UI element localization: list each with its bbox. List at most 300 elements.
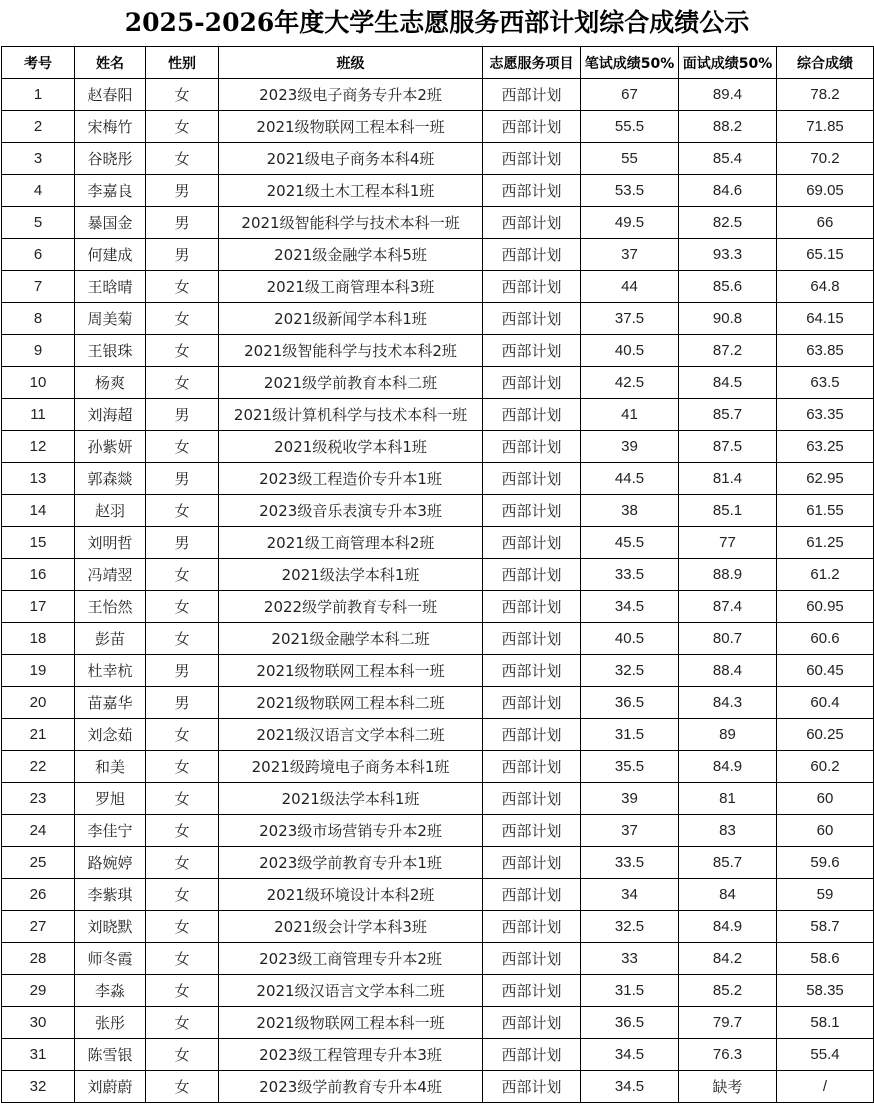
project-cell: 西部计划 bbox=[483, 815, 581, 847]
name-cell: 王怡然 bbox=[75, 591, 146, 623]
total-score-cell: 65.15 bbox=[777, 239, 874, 271]
interview-score-cell: 88.9 bbox=[679, 559, 777, 591]
exam-number-cell: 23 bbox=[2, 783, 75, 815]
name-cell: 路婉婷 bbox=[75, 847, 146, 879]
interview-score-cell: 83 bbox=[679, 815, 777, 847]
table-row bbox=[2, 431, 874, 463]
interview-score-cell: 87.5 bbox=[679, 431, 777, 463]
gender-cell: 女 bbox=[146, 335, 219, 367]
exam-number-cell: 15 bbox=[2, 527, 75, 559]
table-row bbox=[2, 495, 874, 527]
name-cell: 赵羽 bbox=[75, 495, 146, 527]
written-score-cell: 53.5 bbox=[581, 175, 679, 207]
written-score-cell: 34.5 bbox=[581, 591, 679, 623]
interview-score-cell: 85.1 bbox=[679, 495, 777, 527]
written-score-cell: 44 bbox=[581, 271, 679, 303]
interview-score-cell: 84.2 bbox=[679, 943, 777, 975]
written-score-cell: 67 bbox=[581, 79, 679, 111]
project-cell: 西部计划 bbox=[483, 655, 581, 687]
project-cell: 西部计划 bbox=[483, 431, 581, 463]
total-score-cell: 78.2 bbox=[777, 79, 874, 111]
project-cell: 西部计划 bbox=[483, 783, 581, 815]
table-row bbox=[2, 527, 874, 559]
exam-number-cell: 3 bbox=[2, 143, 75, 175]
class-cell: 2023级电子商务专升本2班 bbox=[219, 79, 483, 111]
written-score-cell: 32.5 bbox=[581, 911, 679, 943]
class-cell: 2021级会计学本科3班 bbox=[219, 911, 483, 943]
table-row bbox=[2, 911, 874, 943]
gender-cell: 女 bbox=[146, 143, 219, 175]
name-cell: 彭苗 bbox=[75, 623, 146, 655]
gender-cell: 女 bbox=[146, 623, 219, 655]
exam-number-cell: 32 bbox=[2, 1071, 75, 1103]
interview-score-cell: 82.5 bbox=[679, 207, 777, 239]
name-cell: 谷晓彤 bbox=[75, 143, 146, 175]
total-score-cell: 63.35 bbox=[777, 399, 874, 431]
gender-cell: 女 bbox=[146, 591, 219, 623]
interview-score-cell: 85.6 bbox=[679, 271, 777, 303]
exam-number-cell: 2 bbox=[2, 111, 75, 143]
class-cell: 2021级学前教育本科二班 bbox=[219, 367, 483, 399]
interview-score-cell: 88.2 bbox=[679, 111, 777, 143]
exam-number-cell: 25 bbox=[2, 847, 75, 879]
gender-cell: 男 bbox=[146, 655, 219, 687]
name-cell: 杨爽 bbox=[75, 367, 146, 399]
project-cell: 西部计划 bbox=[483, 975, 581, 1007]
total-score-cell: 61.55 bbox=[777, 495, 874, 527]
project-cell: 西部计划 bbox=[483, 527, 581, 559]
written-score-cell: 55 bbox=[581, 143, 679, 175]
interview-score-cell: 80.7 bbox=[679, 623, 777, 655]
written-score-cell: 33 bbox=[581, 943, 679, 975]
exam-number-cell: 18 bbox=[2, 623, 75, 655]
class-cell: 2023级学前教育专升本4班 bbox=[219, 1071, 483, 1103]
class-cell: 2022级学前教育专科一班 bbox=[219, 591, 483, 623]
header-total-score: 综合成绩 bbox=[777, 47, 874, 79]
class-cell: 2021级物联网工程本科二班 bbox=[219, 687, 483, 719]
project-cell: 西部计划 bbox=[483, 79, 581, 111]
exam-number-cell: 30 bbox=[2, 1007, 75, 1039]
interview-score-cell: 89.4 bbox=[679, 79, 777, 111]
exam-number-cell: 16 bbox=[2, 559, 75, 591]
table-row bbox=[2, 815, 874, 847]
table-row bbox=[2, 143, 874, 175]
table-row bbox=[2, 271, 874, 303]
name-cell: 何建成 bbox=[75, 239, 146, 271]
header-class: 班级 bbox=[219, 47, 483, 79]
table-row bbox=[2, 751, 874, 783]
interview-score-cell: 88.4 bbox=[679, 655, 777, 687]
header-name: 姓名 bbox=[75, 47, 146, 79]
written-score-cell: 37 bbox=[581, 239, 679, 271]
class-cell: 2021级工商管理本科2班 bbox=[219, 527, 483, 559]
gender-cell: 女 bbox=[146, 303, 219, 335]
interview-score-cell: 85.2 bbox=[679, 975, 777, 1007]
gender-cell: 女 bbox=[146, 719, 219, 751]
class-cell: 2021级电子商务本科4班 bbox=[219, 143, 483, 175]
total-score-cell: 59 bbox=[777, 879, 874, 911]
project-cell: 西部计划 bbox=[483, 687, 581, 719]
interview-score-cell: 81 bbox=[679, 783, 777, 815]
total-score-cell: 69.05 bbox=[777, 175, 874, 207]
name-cell: 刘念茹 bbox=[75, 719, 146, 751]
table-row bbox=[2, 1007, 874, 1039]
table-row bbox=[2, 687, 874, 719]
table-row bbox=[2, 591, 874, 623]
table-row bbox=[2, 783, 874, 815]
interview-score-cell: 79.7 bbox=[679, 1007, 777, 1039]
written-score-cell: 34 bbox=[581, 879, 679, 911]
gender-cell: 女 bbox=[146, 367, 219, 399]
table-row bbox=[2, 847, 874, 879]
project-cell: 西部计划 bbox=[483, 175, 581, 207]
interview-score-cell: 77 bbox=[679, 527, 777, 559]
exam-number-cell: 5 bbox=[2, 207, 75, 239]
project-cell: 西部计划 bbox=[483, 943, 581, 975]
project-cell: 西部计划 bbox=[483, 1071, 581, 1103]
class-cell: 2021级环境设计本科2班 bbox=[219, 879, 483, 911]
exam-number-cell: 11 bbox=[2, 399, 75, 431]
table-row bbox=[2, 719, 874, 751]
gender-cell: 男 bbox=[146, 527, 219, 559]
total-score-cell: 60.25 bbox=[777, 719, 874, 751]
name-cell: 暴国金 bbox=[75, 207, 146, 239]
class-cell: 2023级工程造价专升本1班 bbox=[219, 463, 483, 495]
exam-number-cell: 4 bbox=[2, 175, 75, 207]
class-cell: 2021级金融学本科5班 bbox=[219, 239, 483, 271]
table-row bbox=[2, 463, 874, 495]
table-row bbox=[2, 239, 874, 271]
table-row bbox=[2, 399, 874, 431]
name-cell: 王银珠 bbox=[75, 335, 146, 367]
total-score-cell: 60 bbox=[777, 815, 874, 847]
interview-score-cell: 84.9 bbox=[679, 911, 777, 943]
total-score-cell: 61.2 bbox=[777, 559, 874, 591]
written-score-cell: 38 bbox=[581, 495, 679, 527]
gender-cell: 男 bbox=[146, 175, 219, 207]
class-cell: 2021级金融学本科二班 bbox=[219, 623, 483, 655]
interview-score-cell: 87.2 bbox=[679, 335, 777, 367]
written-score-cell: 55.5 bbox=[581, 111, 679, 143]
written-score-cell: 41 bbox=[581, 399, 679, 431]
name-cell: 罗旭 bbox=[75, 783, 146, 815]
interview-score-cell: 87.4 bbox=[679, 591, 777, 623]
project-cell: 西部计划 bbox=[483, 1007, 581, 1039]
exam-number-cell: 8 bbox=[2, 303, 75, 335]
gender-cell: 女 bbox=[146, 1007, 219, 1039]
name-cell: 赵春阳 bbox=[75, 79, 146, 111]
exam-number-cell: 29 bbox=[2, 975, 75, 1007]
header-gender: 性别 bbox=[146, 47, 219, 79]
exam-number-cell: 9 bbox=[2, 335, 75, 367]
class-cell: 2021级汉语言文学本科二班 bbox=[219, 975, 483, 1007]
project-cell: 西部计划 bbox=[483, 399, 581, 431]
header-written-score: 笔试成绩50% bbox=[581, 47, 679, 79]
interview-score-cell: 81.4 bbox=[679, 463, 777, 495]
class-cell: 2021级跨境电子商务本科1班 bbox=[219, 751, 483, 783]
name-cell: 张彤 bbox=[75, 1007, 146, 1039]
exam-number-cell: 26 bbox=[2, 879, 75, 911]
name-cell: 苗嘉华 bbox=[75, 687, 146, 719]
class-cell: 2021级物联网工程本科一班 bbox=[219, 655, 483, 687]
exam-number-cell: 21 bbox=[2, 719, 75, 751]
written-score-cell: 31.5 bbox=[581, 719, 679, 751]
table-row bbox=[2, 623, 874, 655]
gender-cell: 女 bbox=[146, 911, 219, 943]
exam-number-cell: 20 bbox=[2, 687, 75, 719]
exam-number-cell: 17 bbox=[2, 591, 75, 623]
written-score-cell: 32.5 bbox=[581, 655, 679, 687]
gender-cell: 女 bbox=[146, 943, 219, 975]
total-score-cell: 63.25 bbox=[777, 431, 874, 463]
exam-number-cell: 7 bbox=[2, 271, 75, 303]
table-row bbox=[2, 111, 874, 143]
project-cell: 西部计划 bbox=[483, 847, 581, 879]
interview-score-cell: 84.6 bbox=[679, 175, 777, 207]
project-cell: 西部计划 bbox=[483, 1039, 581, 1071]
gender-cell: 女 bbox=[146, 975, 219, 1007]
exam-number-cell: 1 bbox=[2, 79, 75, 111]
project-cell: 西部计划 bbox=[483, 911, 581, 943]
table-row bbox=[2, 1039, 874, 1071]
interview-score-cell: 93.3 bbox=[679, 239, 777, 271]
name-cell: 冯靖翌 bbox=[75, 559, 146, 591]
written-score-cell: 49.5 bbox=[581, 207, 679, 239]
class-cell: 2021级税收学本科1班 bbox=[219, 431, 483, 463]
total-score-cell: 62.95 bbox=[777, 463, 874, 495]
gender-cell: 女 bbox=[146, 1039, 219, 1071]
name-cell: 和美 bbox=[75, 751, 146, 783]
gender-cell: 女 bbox=[146, 495, 219, 527]
exam-number-cell: 14 bbox=[2, 495, 75, 527]
project-cell: 西部计划 bbox=[483, 271, 581, 303]
total-score-cell: 61.25 bbox=[777, 527, 874, 559]
table-row bbox=[2, 367, 874, 399]
exam-number-cell: 13 bbox=[2, 463, 75, 495]
project-cell: 西部计划 bbox=[483, 495, 581, 527]
name-cell: 刘明哲 bbox=[75, 527, 146, 559]
gender-cell: 男 bbox=[146, 687, 219, 719]
table-row bbox=[2, 879, 874, 911]
written-score-cell: 42.5 bbox=[581, 367, 679, 399]
class-cell: 2021级计算机科学与技术本科一班 bbox=[219, 399, 483, 431]
interview-score-cell: 85.4 bbox=[679, 143, 777, 175]
name-cell: 周美菊 bbox=[75, 303, 146, 335]
table-row bbox=[2, 175, 874, 207]
total-score-cell: 59.6 bbox=[777, 847, 874, 879]
project-cell: 西部计划 bbox=[483, 879, 581, 911]
gender-cell: 女 bbox=[146, 751, 219, 783]
class-cell: 2023级学前教育专升本1班 bbox=[219, 847, 483, 879]
written-score-cell: 39 bbox=[581, 431, 679, 463]
name-cell: 郭森燚 bbox=[75, 463, 146, 495]
exam-number-cell: 22 bbox=[2, 751, 75, 783]
interview-score-cell: 85.7 bbox=[679, 399, 777, 431]
total-score-cell: 63.5 bbox=[777, 367, 874, 399]
name-cell: 师冬霞 bbox=[75, 943, 146, 975]
total-score-cell: 70.2 bbox=[777, 143, 874, 175]
project-cell: 西部计划 bbox=[483, 559, 581, 591]
project-cell: 西部计划 bbox=[483, 239, 581, 271]
written-score-cell: 44.5 bbox=[581, 463, 679, 495]
class-cell: 2023级工程管理专升本3班 bbox=[219, 1039, 483, 1071]
interview-score-cell: 84.3 bbox=[679, 687, 777, 719]
name-cell: 刘蔚蔚 bbox=[75, 1071, 146, 1103]
project-cell: 西部计划 bbox=[483, 591, 581, 623]
exam-number-cell: 24 bbox=[2, 815, 75, 847]
table-row bbox=[2, 1071, 874, 1103]
total-score-cell: 58.35 bbox=[777, 975, 874, 1007]
total-score-cell: 60.45 bbox=[777, 655, 874, 687]
score-table bbox=[1, 46, 874, 1103]
total-score-cell: 66 bbox=[777, 207, 874, 239]
class-cell: 2021级法学本科1班 bbox=[219, 783, 483, 815]
page-title: 2025-2026年度大学生志愿服务西部计划综合成绩公示 bbox=[124, 8, 750, 37]
written-score-cell: 35.5 bbox=[581, 751, 679, 783]
table-row bbox=[2, 207, 874, 239]
total-score-cell: 60.6 bbox=[777, 623, 874, 655]
total-score-cell: 60 bbox=[777, 783, 874, 815]
project-cell: 西部计划 bbox=[483, 303, 581, 335]
exam-number-cell: 31 bbox=[2, 1039, 75, 1071]
class-cell: 2021级物联网工程本科一班 bbox=[219, 111, 483, 143]
exam-number-cell: 19 bbox=[2, 655, 75, 687]
name-cell: 李佳宁 bbox=[75, 815, 146, 847]
total-score-cell: 60.2 bbox=[777, 751, 874, 783]
written-score-cell: 45.5 bbox=[581, 527, 679, 559]
interview-score-cell: 85.7 bbox=[679, 847, 777, 879]
project-cell: 西部计划 bbox=[483, 367, 581, 399]
total-score-cell: 60.4 bbox=[777, 687, 874, 719]
gender-cell: 女 bbox=[146, 431, 219, 463]
table-row bbox=[2, 975, 874, 1007]
gender-cell: 男 bbox=[146, 399, 219, 431]
table-row bbox=[2, 79, 874, 111]
name-cell: 王晗晴 bbox=[75, 271, 146, 303]
interview-score-cell: 84.5 bbox=[679, 367, 777, 399]
interview-score-cell: 84 bbox=[679, 879, 777, 911]
class-cell: 2021级土木工程本科1班 bbox=[219, 175, 483, 207]
name-cell: 李嘉良 bbox=[75, 175, 146, 207]
name-cell: 李淼 bbox=[75, 975, 146, 1007]
name-cell: 孙紫妍 bbox=[75, 431, 146, 463]
total-score-cell: 64.8 bbox=[777, 271, 874, 303]
written-score-cell: 37.5 bbox=[581, 303, 679, 335]
written-score-cell: 36.5 bbox=[581, 687, 679, 719]
gender-cell: 女 bbox=[146, 559, 219, 591]
header-interview-score: 面试成绩50% bbox=[679, 47, 777, 79]
interview-score-cell: 90.8 bbox=[679, 303, 777, 335]
written-score-cell: 33.5 bbox=[581, 559, 679, 591]
written-score-cell: 39 bbox=[581, 783, 679, 815]
exam-number-cell: 10 bbox=[2, 367, 75, 399]
gender-cell: 男 bbox=[146, 239, 219, 271]
gender-cell: 女 bbox=[146, 879, 219, 911]
interview-score-cell: 89 bbox=[679, 719, 777, 751]
written-score-cell: 34.5 bbox=[581, 1071, 679, 1103]
name-cell: 刘海超 bbox=[75, 399, 146, 431]
table-row bbox=[2, 303, 874, 335]
class-cell: 2021级智能科学与技术本科一班 bbox=[219, 207, 483, 239]
written-score-cell: 36.5 bbox=[581, 1007, 679, 1039]
total-score-cell: 64.15 bbox=[777, 303, 874, 335]
gender-cell: 女 bbox=[146, 815, 219, 847]
written-score-cell: 31.5 bbox=[581, 975, 679, 1007]
class-cell: 2021级新闻学本科1班 bbox=[219, 303, 483, 335]
exam-number-cell: 27 bbox=[2, 911, 75, 943]
project-cell: 西部计划 bbox=[483, 143, 581, 175]
class-cell: 2021级工商管理本科3班 bbox=[219, 271, 483, 303]
project-cell: 西部计划 bbox=[483, 111, 581, 143]
name-cell: 李紫琪 bbox=[75, 879, 146, 911]
header-exam-number: 考号 bbox=[2, 47, 75, 79]
exam-number-cell: 28 bbox=[2, 943, 75, 975]
project-cell: 西部计划 bbox=[483, 751, 581, 783]
written-score-cell: 37 bbox=[581, 815, 679, 847]
written-score-cell: 40.5 bbox=[581, 335, 679, 367]
gender-cell: 女 bbox=[146, 111, 219, 143]
total-score-cell: 58.7 bbox=[777, 911, 874, 943]
total-score-cell: 71.85 bbox=[777, 111, 874, 143]
exam-number-cell: 6 bbox=[2, 239, 75, 271]
interview-score-cell: 76.3 bbox=[679, 1039, 777, 1071]
project-cell: 西部计划 bbox=[483, 623, 581, 655]
class-cell: 2021级法学本科1班 bbox=[219, 559, 483, 591]
table-row bbox=[2, 559, 874, 591]
class-cell: 2023级音乐表演专升本3班 bbox=[219, 495, 483, 527]
class-cell: 2021级汉语言文学本科二班 bbox=[219, 719, 483, 751]
interview-score-cell: 84.9 bbox=[679, 751, 777, 783]
project-cell: 西部计划 bbox=[483, 335, 581, 367]
total-score-cell: 58.6 bbox=[777, 943, 874, 975]
total-score-cell: 63.85 bbox=[777, 335, 874, 367]
name-cell: 陈雪银 bbox=[75, 1039, 146, 1071]
name-cell: 宋梅竹 bbox=[75, 111, 146, 143]
project-cell: 西部计划 bbox=[483, 207, 581, 239]
header-project: 志愿服务项目 bbox=[483, 47, 581, 79]
written-score-cell: 33.5 bbox=[581, 847, 679, 879]
table-row bbox=[2, 655, 874, 687]
gender-cell: 女 bbox=[146, 1071, 219, 1103]
table-row bbox=[2, 943, 874, 975]
exam-number-cell: 12 bbox=[2, 431, 75, 463]
total-score-cell: 60.95 bbox=[777, 591, 874, 623]
gender-cell: 女 bbox=[146, 79, 219, 111]
project-cell: 西部计划 bbox=[483, 463, 581, 495]
table-row bbox=[2, 335, 874, 367]
total-score-cell: 55.4 bbox=[777, 1039, 874, 1071]
class-cell: 2023级市场营销专升本2班 bbox=[219, 815, 483, 847]
name-cell: 杜幸杭 bbox=[75, 655, 146, 687]
gender-cell: 男 bbox=[146, 463, 219, 495]
gender-cell: 女 bbox=[146, 783, 219, 815]
gender-cell: 女 bbox=[146, 271, 219, 303]
interview-score-cell: 缺考 bbox=[679, 1071, 777, 1103]
written-score-cell: 40.5 bbox=[581, 623, 679, 655]
class-cell: 2023级工商管理专升本2班 bbox=[219, 943, 483, 975]
class-cell: 2021级智能科学与技术本科2班 bbox=[219, 335, 483, 367]
project-cell: 西部计划 bbox=[483, 719, 581, 751]
table-body bbox=[2, 79, 874, 1103]
gender-cell: 女 bbox=[146, 847, 219, 879]
total-score-cell: / bbox=[777, 1071, 874, 1103]
table-header-row bbox=[2, 47, 874, 79]
gender-cell: 男 bbox=[146, 207, 219, 239]
total-score-cell: 58.1 bbox=[777, 1007, 874, 1039]
written-score-cell: 34.5 bbox=[581, 1039, 679, 1071]
name-cell: 刘晓默 bbox=[75, 911, 146, 943]
class-cell: 2021级物联网工程本科一班 bbox=[219, 1007, 483, 1039]
